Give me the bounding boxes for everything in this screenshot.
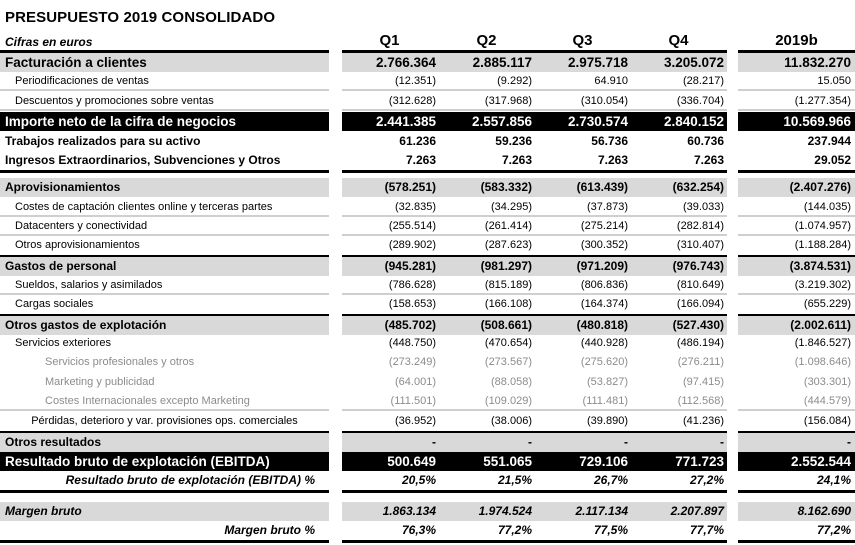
column-header-q4: Q4 [668, 32, 689, 49]
value-q3: (480.818) [535, 316, 631, 335]
value-q1: (448.750) [388, 337, 436, 349]
value-q4: (39.033) [631, 198, 727, 217]
row-label: Resultado bruto de explotación (EBITDA) [0, 452, 329, 471]
value-q3: (53.827) [587, 376, 628, 388]
column-header-q3: Q3 [572, 32, 593, 49]
value-q2: (583.332) [439, 178, 535, 197]
value-q1: (255.514) [342, 217, 439, 236]
row-label: Otros aprovisionamientos [15, 239, 140, 251]
value-q3: 77,5% [593, 523, 628, 537]
column-header-2019b: 2019b [775, 32, 818, 49]
value-q2: (88.058) [491, 376, 532, 388]
value-q3: (37.873) [535, 198, 631, 217]
table-row [0, 198, 855, 217]
value-q4: (632.254) [631, 178, 727, 197]
table-row [0, 236, 855, 255]
value-q2: 2.885.117 [439, 53, 535, 72]
row-label: Servicios exteriores [15, 337, 111, 349]
value-q1: 20,5% [401, 473, 436, 487]
value-2019b: 8.162.690 [738, 502, 855, 521]
column-header-q2: Q2 [476, 32, 497, 49]
value-q1: 2.441.385 [342, 112, 439, 131]
row-label: Gastos de personal [0, 257, 329, 276]
value-q3: (39.890) [587, 415, 628, 427]
value-q4: 3.205.072 [631, 53, 727, 72]
value-q4: 60.736 [687, 134, 724, 148]
divider [342, 540, 727, 543]
value-q2: (166.108) [484, 298, 532, 310]
table-row [0, 412, 855, 431]
row-label: Pérdidas, deterioro y var. provisiones ops. comerciales [31, 415, 298, 427]
value-q2: (981.297) [439, 257, 535, 276]
value-q4: (112.568) [631, 392, 727, 411]
value-q4: 27,2% [689, 473, 724, 487]
value-q1: (485.702) [342, 316, 439, 335]
table-row [0, 373, 855, 392]
value-q2: 551.065 [439, 452, 535, 471]
value-q2: (109.029) [439, 392, 535, 411]
value-q3: (310.054) [535, 92, 631, 111]
table-row [0, 452, 855, 471]
value-2019b: (1.277.354) [738, 92, 855, 111]
value-q1: (36.952) [395, 415, 436, 427]
row-label: Ingresos Extraordinarios, Subvenciones y Otros [5, 153, 281, 167]
value-q1: (12.351) [342, 72, 439, 91]
value-2019b: (1.846.527) [794, 337, 851, 349]
divider [0, 490, 329, 493]
value-q2: 7.263 [501, 153, 532, 167]
value-2019b: (2.407.276) [738, 178, 855, 197]
value-q2: (261.414) [439, 217, 535, 236]
value-q3: (275.214) [535, 217, 631, 236]
value-q3: 2.117.134 [535, 502, 631, 521]
value-q1: (578.251) [342, 178, 439, 197]
value-q1: (111.501) [342, 392, 439, 411]
value-q3: (613.439) [535, 178, 631, 197]
value-q3: 2.975.718 [535, 53, 631, 72]
value-q3: (440.928) [580, 337, 628, 349]
value-q1: - [342, 433, 439, 452]
divider [342, 490, 727, 493]
row-label: Aprovisionamientos [0, 178, 329, 197]
value-q3: (164.374) [580, 298, 628, 310]
value-2019b: (1.074.957) [738, 217, 855, 236]
table-row [0, 471, 855, 490]
row-label: Marketing y publicidad [45, 376, 155, 388]
value-q3: 56.736 [591, 134, 628, 148]
value-q2: (34.295) [439, 198, 535, 217]
value-q4: (527.430) [631, 316, 727, 335]
value-q4: 7.263 [693, 153, 724, 167]
value-q4: 2.840.152 [631, 112, 727, 131]
row-label: Costes Internacionales excepto Marketing [0, 392, 329, 411]
value-q3: (300.352) [580, 239, 628, 251]
value-q1: (32.835) [342, 198, 439, 217]
value-2019b: (1.098.646) [794, 356, 851, 368]
row-label: Resultado bruto de explotación (EBITDA) % [65, 473, 315, 487]
value-q1: (64.001) [395, 376, 436, 388]
value-q4: (97.415) [683, 376, 724, 388]
value-2019b: 10.569.966 [738, 112, 855, 131]
value-q1: 500.649 [342, 452, 439, 471]
value-q4: (810.649) [631, 276, 727, 295]
value-q1: 2.766.364 [342, 53, 439, 72]
value-2019b: (444.579) [738, 392, 855, 411]
row-label: Datacenters y conectividad [0, 217, 329, 236]
value-q2: 21,5% [497, 473, 532, 487]
value-q1: (786.628) [342, 276, 439, 295]
value-2019b: 11.832.270 [738, 53, 855, 72]
value-q3: - [535, 433, 631, 452]
value-q4: - [631, 433, 727, 452]
value-2019b: (3.874.531) [738, 257, 855, 276]
row-label: Otros resultados [0, 433, 329, 452]
value-q4: 77,7% [689, 523, 724, 537]
value-q3: (806.836) [535, 276, 631, 295]
table-row [0, 502, 855, 521]
row-label: Importe neto de la cifra de negocios [0, 112, 329, 131]
value-q1: 76,3% [401, 523, 436, 537]
value-q3: 729.106 [535, 452, 631, 471]
divider [0, 170, 329, 173]
value-2019b: 15.050 [738, 72, 855, 91]
value-2019b: (1.188.284) [794, 239, 851, 251]
value-2019b: (144.035) [738, 198, 855, 217]
table-row [0, 334, 855, 353]
value-q3: (111.481) [535, 392, 631, 411]
value-q4: (28.217) [631, 72, 727, 91]
value-q1: (312.628) [342, 92, 439, 111]
table-row [0, 151, 855, 170]
value-q1: 61.236 [399, 134, 436, 148]
value-q4: (282.814) [631, 217, 727, 236]
value-q2: 77,2% [497, 523, 532, 537]
value-q1: (158.653) [388, 298, 436, 310]
table-row [0, 276, 855, 295]
value-2019b: 24,1% [816, 473, 851, 487]
divider [0, 540, 329, 543]
row-label: Descuentos y promociones sobre ventas [0, 92, 329, 111]
table-row [0, 72, 855, 91]
value-q3: 7.263 [597, 153, 628, 167]
value-q4: (336.704) [631, 92, 727, 111]
value-q1: 7.263 [405, 153, 436, 167]
table-row [0, 295, 855, 314]
table-row [0, 112, 855, 131]
row-label: Margen bruto % [224, 523, 315, 537]
divider [342, 170, 727, 173]
value-q4: (976.743) [631, 257, 727, 276]
table-row [0, 353, 855, 372]
value-2019b: 2.552.544 [738, 452, 855, 471]
value-q2: (317.968) [439, 92, 535, 111]
value-q2: (815.189) [439, 276, 535, 295]
row-label: Costes de captación clientes online y terceras partes [0, 198, 329, 217]
value-q2: 2.557.856 [439, 112, 535, 131]
value-q2: - [439, 433, 535, 452]
value-q1: (945.281) [342, 257, 439, 276]
value-q2: (9.292) [439, 72, 535, 91]
value-q1: 1.863.134 [342, 502, 439, 521]
value-2019b: - [738, 433, 855, 452]
value-q2: 59.236 [495, 134, 532, 148]
value-q4: (166.094) [676, 298, 724, 310]
row-label: Otros gastos de explotación [0, 316, 329, 335]
value-q1: (289.902) [388, 239, 436, 251]
value-q2: (470.654) [484, 337, 532, 349]
row-label: Sueldos, salarios y asimilados [0, 276, 329, 295]
value-q2: (38.006) [491, 415, 532, 427]
table-row [0, 316, 855, 335]
value-q3: (971.209) [535, 257, 631, 276]
table-row [0, 217, 855, 236]
value-2019b: (655.229) [803, 298, 851, 310]
divider [738, 540, 855, 543]
table-row [0, 53, 855, 72]
currency-note: Cifras en euros [5, 35, 93, 49]
divider [738, 170, 855, 173]
value-q2: (287.623) [484, 239, 532, 251]
value-q3: 2.730.574 [535, 112, 631, 131]
value-q4: (41.236) [683, 415, 724, 427]
value-2019b: (303.301) [803, 376, 851, 388]
value-2019b: 237.944 [807, 134, 851, 148]
divider [738, 490, 855, 493]
column-header-q1: Q1 [379, 32, 400, 49]
table-row [0, 178, 855, 197]
value-q2: 1.974.524 [439, 502, 535, 521]
table-row [0, 433, 855, 452]
table-row [0, 392, 855, 411]
value-q2: (508.661) [439, 316, 535, 335]
value-2019b: 77,2% [816, 523, 851, 537]
value-q3: (275.620) [580, 356, 628, 368]
table-row [0, 132, 855, 151]
value-q4: (276.211) [677, 356, 724, 368]
value-q4: 771.723 [631, 452, 727, 471]
value-2019b: (2.002.611) [738, 316, 855, 335]
row-label: Facturación a clientes [0, 53, 329, 72]
row-label: Margen bruto [0, 502, 329, 521]
row-label: Trabajos realizados para su activo [5, 134, 201, 148]
value-2019b: (156.084) [803, 415, 851, 427]
value-2019b: 29.052 [814, 153, 851, 167]
table-row [0, 521, 855, 540]
value-q4: (486.194) [676, 337, 724, 349]
value-2019b: (3.219.302) [738, 276, 855, 295]
value-q3: 26,7% [593, 473, 628, 487]
row-label: Servicios profesionales y otros [45, 356, 195, 368]
value-q4: 2.207.897 [631, 502, 727, 521]
table-row [0, 92, 855, 111]
row-label: Cargas sociales [15, 298, 94, 310]
report-title: PRESUPUESTO 2019 CONSOLIDADO [5, 9, 276, 26]
table-row [0, 257, 855, 276]
value-q4: (310.407) [676, 239, 724, 251]
row-label: Periodificaciones de ventas [0, 72, 329, 91]
value-q3: 64.910 [535, 72, 631, 91]
value-q1: (273.249) [388, 356, 436, 368]
value-q2: (273.567) [484, 356, 532, 368]
